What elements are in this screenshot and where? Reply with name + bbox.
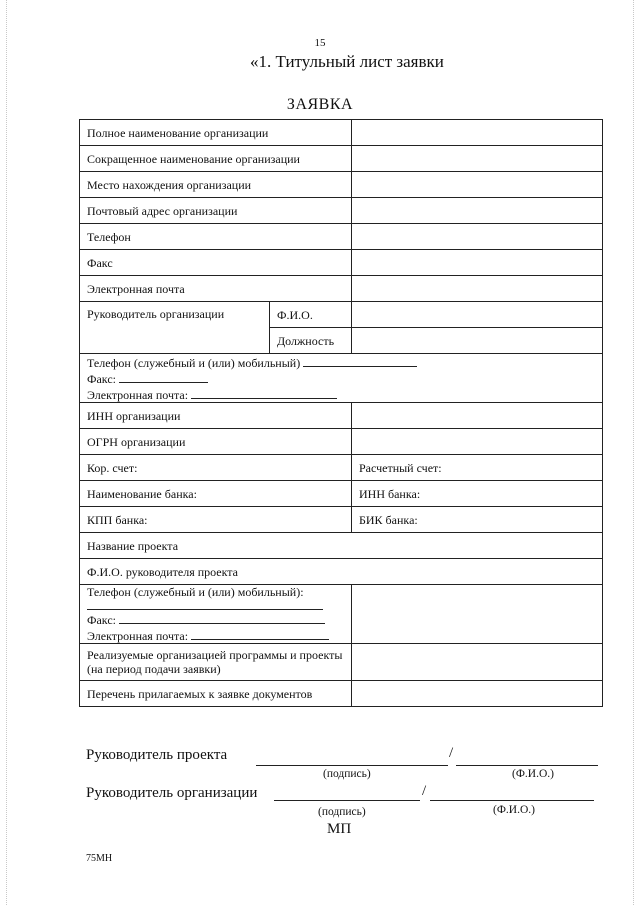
- head-email-label: Электронная почта:: [87, 629, 189, 643]
- project-head-signature-line[interactable]: [256, 751, 448, 766]
- org-head-signature-label: Руководитель организации: [86, 785, 258, 801]
- label-ogrn: ОГРН организации: [80, 429, 352, 455]
- label-project-name[interactable]: Название проекта: [80, 533, 603, 559]
- value-phone[interactable]: [352, 224, 603, 250]
- value-programs[interactable]: [352, 644, 603, 681]
- value-email[interactable]: [352, 276, 603, 302]
- label-corr-account[interactable]: Кор. счет:: [80, 455, 352, 481]
- page-title: «1. Титульный лист заявки: [250, 52, 444, 71]
- label-fax: Факс: [80, 250, 352, 276]
- stamp-label: МП: [327, 821, 352, 837]
- head-phone-input[interactable]: [87, 603, 323, 610]
- project-head-signature-label: Руководитель проекта: [86, 747, 228, 763]
- contact-phone-label: Телефон (служебный и (или) мобильный): [87, 356, 301, 370]
- row-kpp-bik: [80, 507, 603, 533]
- label-postal-address: Почтовый адрес организации: [80, 198, 352, 224]
- head-fax-input[interactable]: [119, 611, 325, 624]
- row-inn: [80, 403, 603, 429]
- project-head-slash: /: [449, 745, 454, 761]
- head-fax-label: Факс:: [87, 613, 116, 627]
- label-email: Электронная почта: [80, 276, 352, 302]
- label-phone: Телефон: [80, 224, 352, 250]
- head-fax-line: [87, 611, 344, 627]
- org-head-fio-line[interactable]: [430, 786, 594, 801]
- org-head-signature-caption: (подпись): [318, 806, 366, 818]
- label-programs: Реализуемые организацией программы и проекты (на период подачи заявки): [80, 644, 352, 681]
- label-settlement-account[interactable]: Расчетный счет:: [352, 455, 603, 481]
- row-project-name: [80, 533, 603, 559]
- form-heading: ЗАЯВКА: [286, 96, 354, 113]
- contact-fax-line: [87, 370, 595, 386]
- row-email: [80, 276, 603, 302]
- head-contacts-cell: [80, 585, 352, 644]
- head-email-input[interactable]: [191, 627, 329, 640]
- row-programs: [80, 644, 603, 681]
- label-documents: Перечень прилагаемых к заявке документов: [80, 681, 352, 707]
- label-bank-inn[interactable]: ИНН банка:: [352, 481, 603, 507]
- row-phone: [80, 224, 603, 250]
- footer-code: 75МН: [86, 853, 113, 864]
- value-director-position[interactable]: [352, 328, 603, 354]
- row-documents: [80, 681, 603, 707]
- org-head-slash: /: [422, 783, 427, 799]
- label-director: Руководитель организации: [80, 302, 270, 354]
- row-contact-info: [80, 354, 603, 403]
- contact-email-label: Электронная почта:: [87, 388, 189, 402]
- scan-edge-left: [6, 0, 7, 905]
- label-short-name: Сокращенное наименование организации: [80, 146, 352, 172]
- value-head-contacts[interactable]: [352, 585, 603, 644]
- label-bik[interactable]: БИК банка:: [352, 507, 603, 533]
- value-fax[interactable]: [352, 250, 603, 276]
- org-head-fio-caption: (Ф.И.О.): [493, 804, 535, 816]
- contact-email-line: [87, 386, 595, 402]
- row-project-head: [80, 559, 603, 585]
- row-fax: [80, 250, 603, 276]
- label-full-name: Полное наименование организации: [80, 120, 352, 146]
- project-head-fio-line[interactable]: [456, 751, 598, 766]
- scan-edge-right: [633, 0, 634, 905]
- value-location[interactable]: [352, 172, 603, 198]
- page-number: 15: [314, 37, 326, 49]
- value-ogrn[interactable]: [352, 429, 603, 455]
- value-director-fio[interactable]: [352, 302, 603, 328]
- value-short-name[interactable]: [352, 146, 603, 172]
- contact-fax-input[interactable]: [119, 370, 208, 383]
- row-postal-address: [80, 198, 603, 224]
- head-phone-label: Телефон (служебный и (или) мобильный):: [87, 585, 304, 599]
- label-fio: Ф.И.О.: [270, 302, 352, 328]
- label-inn: ИНН организации: [80, 403, 352, 429]
- value-full-name[interactable]: [352, 120, 603, 146]
- row-short-name: [80, 146, 603, 172]
- head-email-line: [87, 627, 344, 643]
- label-location: Место нахождения организации: [80, 172, 352, 198]
- contact-phone-input[interactable]: [303, 354, 417, 367]
- value-inn[interactable]: [352, 403, 603, 429]
- project-head-signature-caption: (подпись): [323, 768, 371, 780]
- label-position: Должность: [270, 328, 352, 354]
- value-postal-address[interactable]: [352, 198, 603, 224]
- row-bank: [80, 481, 603, 507]
- project-head-fio-caption: (Ф.И.О.): [512, 768, 554, 780]
- label-bank-name[interactable]: Наименование банка:: [80, 481, 352, 507]
- label-kpp[interactable]: КПП банка:: [80, 507, 352, 533]
- value-documents[interactable]: [352, 681, 603, 707]
- row-accounts: [80, 455, 603, 481]
- head-phone-line-wrap: [87, 599, 344, 611]
- row-ogrn: [80, 429, 603, 455]
- row-location: [80, 172, 603, 198]
- row-full-name: [80, 120, 603, 146]
- contact-info-cell: [80, 354, 603, 403]
- row-head-contacts: [80, 585, 603, 644]
- row-director-fio: [80, 302, 603, 328]
- contact-email-input[interactable]: [191, 386, 337, 399]
- application-table: [79, 119, 603, 707]
- contact-phone-line: [87, 354, 595, 370]
- contact-fax-label: Факс:: [87, 372, 116, 386]
- label-project-head[interactable]: Ф.И.О. руководителя проекта: [80, 559, 603, 585]
- org-head-signature-line[interactable]: [274, 786, 420, 801]
